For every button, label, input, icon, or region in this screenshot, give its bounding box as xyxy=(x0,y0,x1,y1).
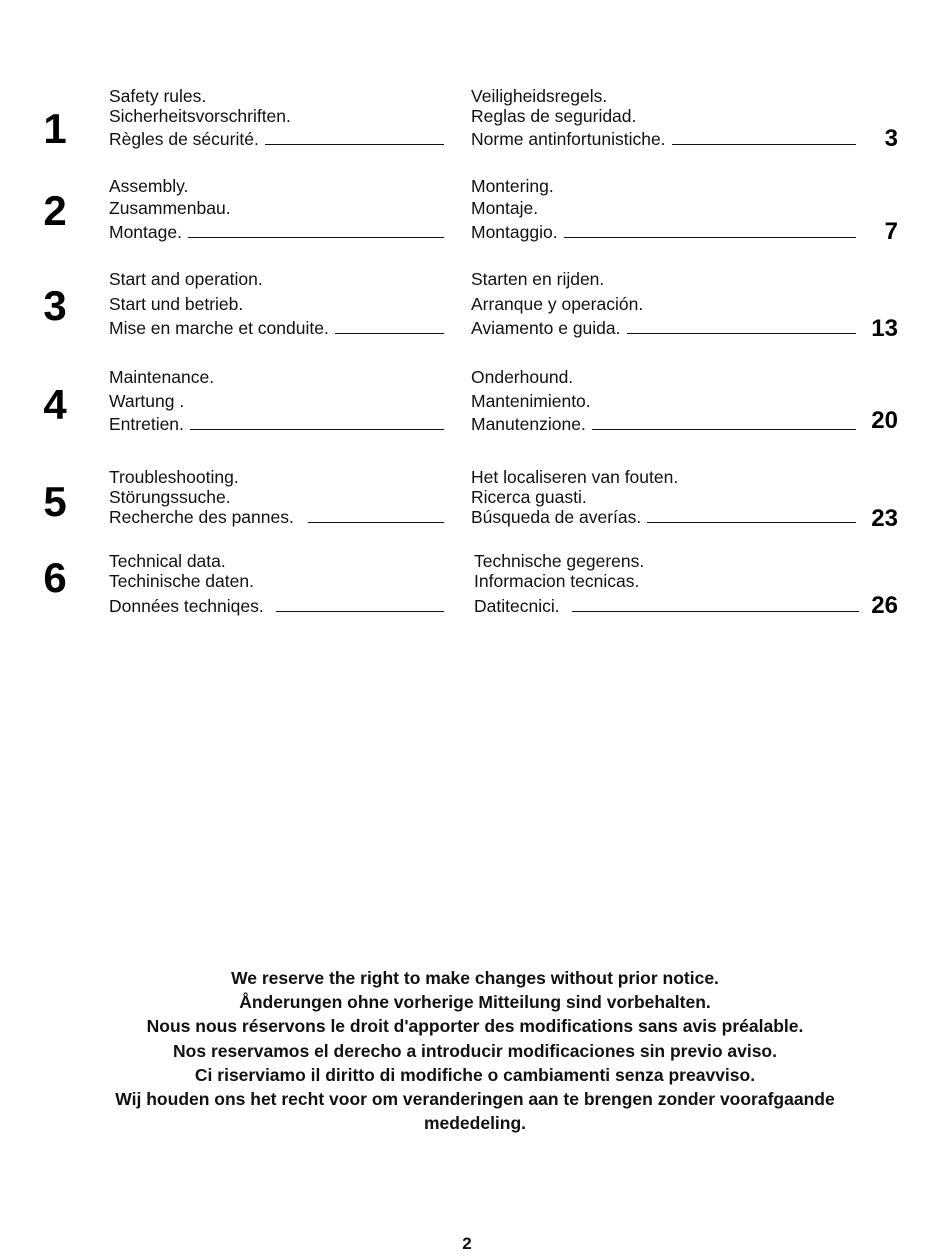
toc-entry: Manutenzione. xyxy=(471,414,856,434)
page-reference[interactable]: 3 xyxy=(884,125,898,152)
toc-entry: Starten en rijden. xyxy=(471,269,605,289)
toc-entry: Règles de sécurité. xyxy=(109,129,444,149)
toc-entry: Recherche des pannes. xyxy=(109,507,444,527)
page-reference[interactable]: 23 xyxy=(871,505,898,532)
dot-leader xyxy=(592,429,856,430)
toc-entry: Zusammenbau. xyxy=(109,198,231,218)
toc-entry: Reglas de seguridad. xyxy=(471,106,637,126)
toc-section-2 xyxy=(0,176,950,256)
toc-entry: Troubleshooting. xyxy=(109,467,239,487)
notice-line: Wij houden ons het recht voor om veranderingen aan te brengen zonder voorafgaande xyxy=(115,1089,835,1110)
notice-line: Nos reservamos el derecho a introducir modificaciones sin previo aviso. xyxy=(173,1040,777,1061)
toc-entry: Start und betrieb. xyxy=(109,294,244,314)
toc-entry: Onderhound. xyxy=(471,367,574,387)
notice-line: We reserve the right to make changes without prior notice. xyxy=(231,968,719,988)
notice-line: Ånderungen ohne vorherige Mitteilung sind vorbehalten. xyxy=(239,992,711,1013)
change-notice xyxy=(0,966,950,1135)
page-number: 2 xyxy=(462,1234,472,1253)
page-reference[interactable]: 20 xyxy=(871,407,898,434)
toc-entry: Safety rules. xyxy=(109,86,207,106)
section-number: 1 xyxy=(43,105,67,152)
toc-entry: Maintenance. xyxy=(109,367,215,387)
toc-entry: Ricerca guasti. xyxy=(471,487,587,507)
toc-entry: Norme antinfortunistiche. xyxy=(471,129,856,149)
page-reference[interactable]: 7 xyxy=(884,218,898,245)
dot-leader xyxy=(190,429,444,430)
toc-entry: Entretien. xyxy=(109,414,444,434)
toc-entry: Arranque y operación. xyxy=(471,294,644,314)
dot-leader xyxy=(627,333,856,334)
dot-leader xyxy=(276,611,444,612)
page-reference[interactable]: 13 xyxy=(871,315,898,342)
toc-entry: Montaggio. xyxy=(471,222,856,242)
toc-entry: Montering. xyxy=(471,176,554,196)
toc-entry: Het localiseren van fouten. xyxy=(471,467,679,487)
dot-leader xyxy=(672,144,856,145)
section-number: 6 xyxy=(43,554,67,601)
section-number: 4 xyxy=(43,381,67,428)
toc-entry: Mantenimiento. xyxy=(471,391,591,411)
toc-entry: Veiligheidsregels. xyxy=(471,86,608,106)
toc-section-1 xyxy=(0,86,950,166)
section-number: 2 xyxy=(43,187,67,234)
section-number: 5 xyxy=(43,478,67,525)
notice-line: Ci riserviamo il diritto di modifiche o cambiamenti senza preavviso. xyxy=(194,1064,756,1085)
toc-entry: Start and operation. xyxy=(109,269,263,289)
dot-leader xyxy=(335,333,444,334)
toc-entry: Störungssuche. xyxy=(109,487,231,507)
dot-leader xyxy=(265,144,444,145)
section-number: 3 xyxy=(43,282,67,329)
toc-entry: Aviamento e guida. xyxy=(471,318,856,338)
dot-leader xyxy=(564,237,856,238)
toc-entry: Montage. xyxy=(109,222,444,242)
toc-entry: Assembly. xyxy=(109,176,189,196)
dot-leader xyxy=(572,611,859,612)
toc-entry: Montaje. xyxy=(471,198,539,218)
toc-entry: Mise en marche et conduite. xyxy=(109,318,444,338)
toc-entry: Technical data. xyxy=(109,551,226,571)
toc-entry: Technische gegerens. xyxy=(474,551,645,571)
toc-entry: Búsqueda de averías. xyxy=(471,507,856,527)
page-reference[interactable]: 26 xyxy=(871,592,898,619)
dot-leader xyxy=(308,522,444,523)
toc-entry: Données techniqes. xyxy=(109,596,444,616)
toc-entry: Wartung . xyxy=(109,391,185,411)
toc-entry: Informacion tecnicas. xyxy=(474,571,640,591)
toc-entry: Datitecnici. xyxy=(474,596,859,616)
notice-line: Nous nous réservons le droit d'apporter des modifications sans avis préalable. xyxy=(146,1016,804,1037)
toc-entry: Techinische daten. xyxy=(109,571,254,591)
toc-section-5 xyxy=(0,467,950,547)
dot-leader xyxy=(188,237,444,238)
toc-section-6 xyxy=(0,551,950,631)
toc-entry: Sicherheitsvorschriften. xyxy=(109,106,291,126)
toc-section-4 xyxy=(0,367,950,447)
toc-section-3 xyxy=(0,269,950,349)
notice-line: mededeling. xyxy=(423,1113,527,1134)
dot-leader xyxy=(647,522,856,523)
